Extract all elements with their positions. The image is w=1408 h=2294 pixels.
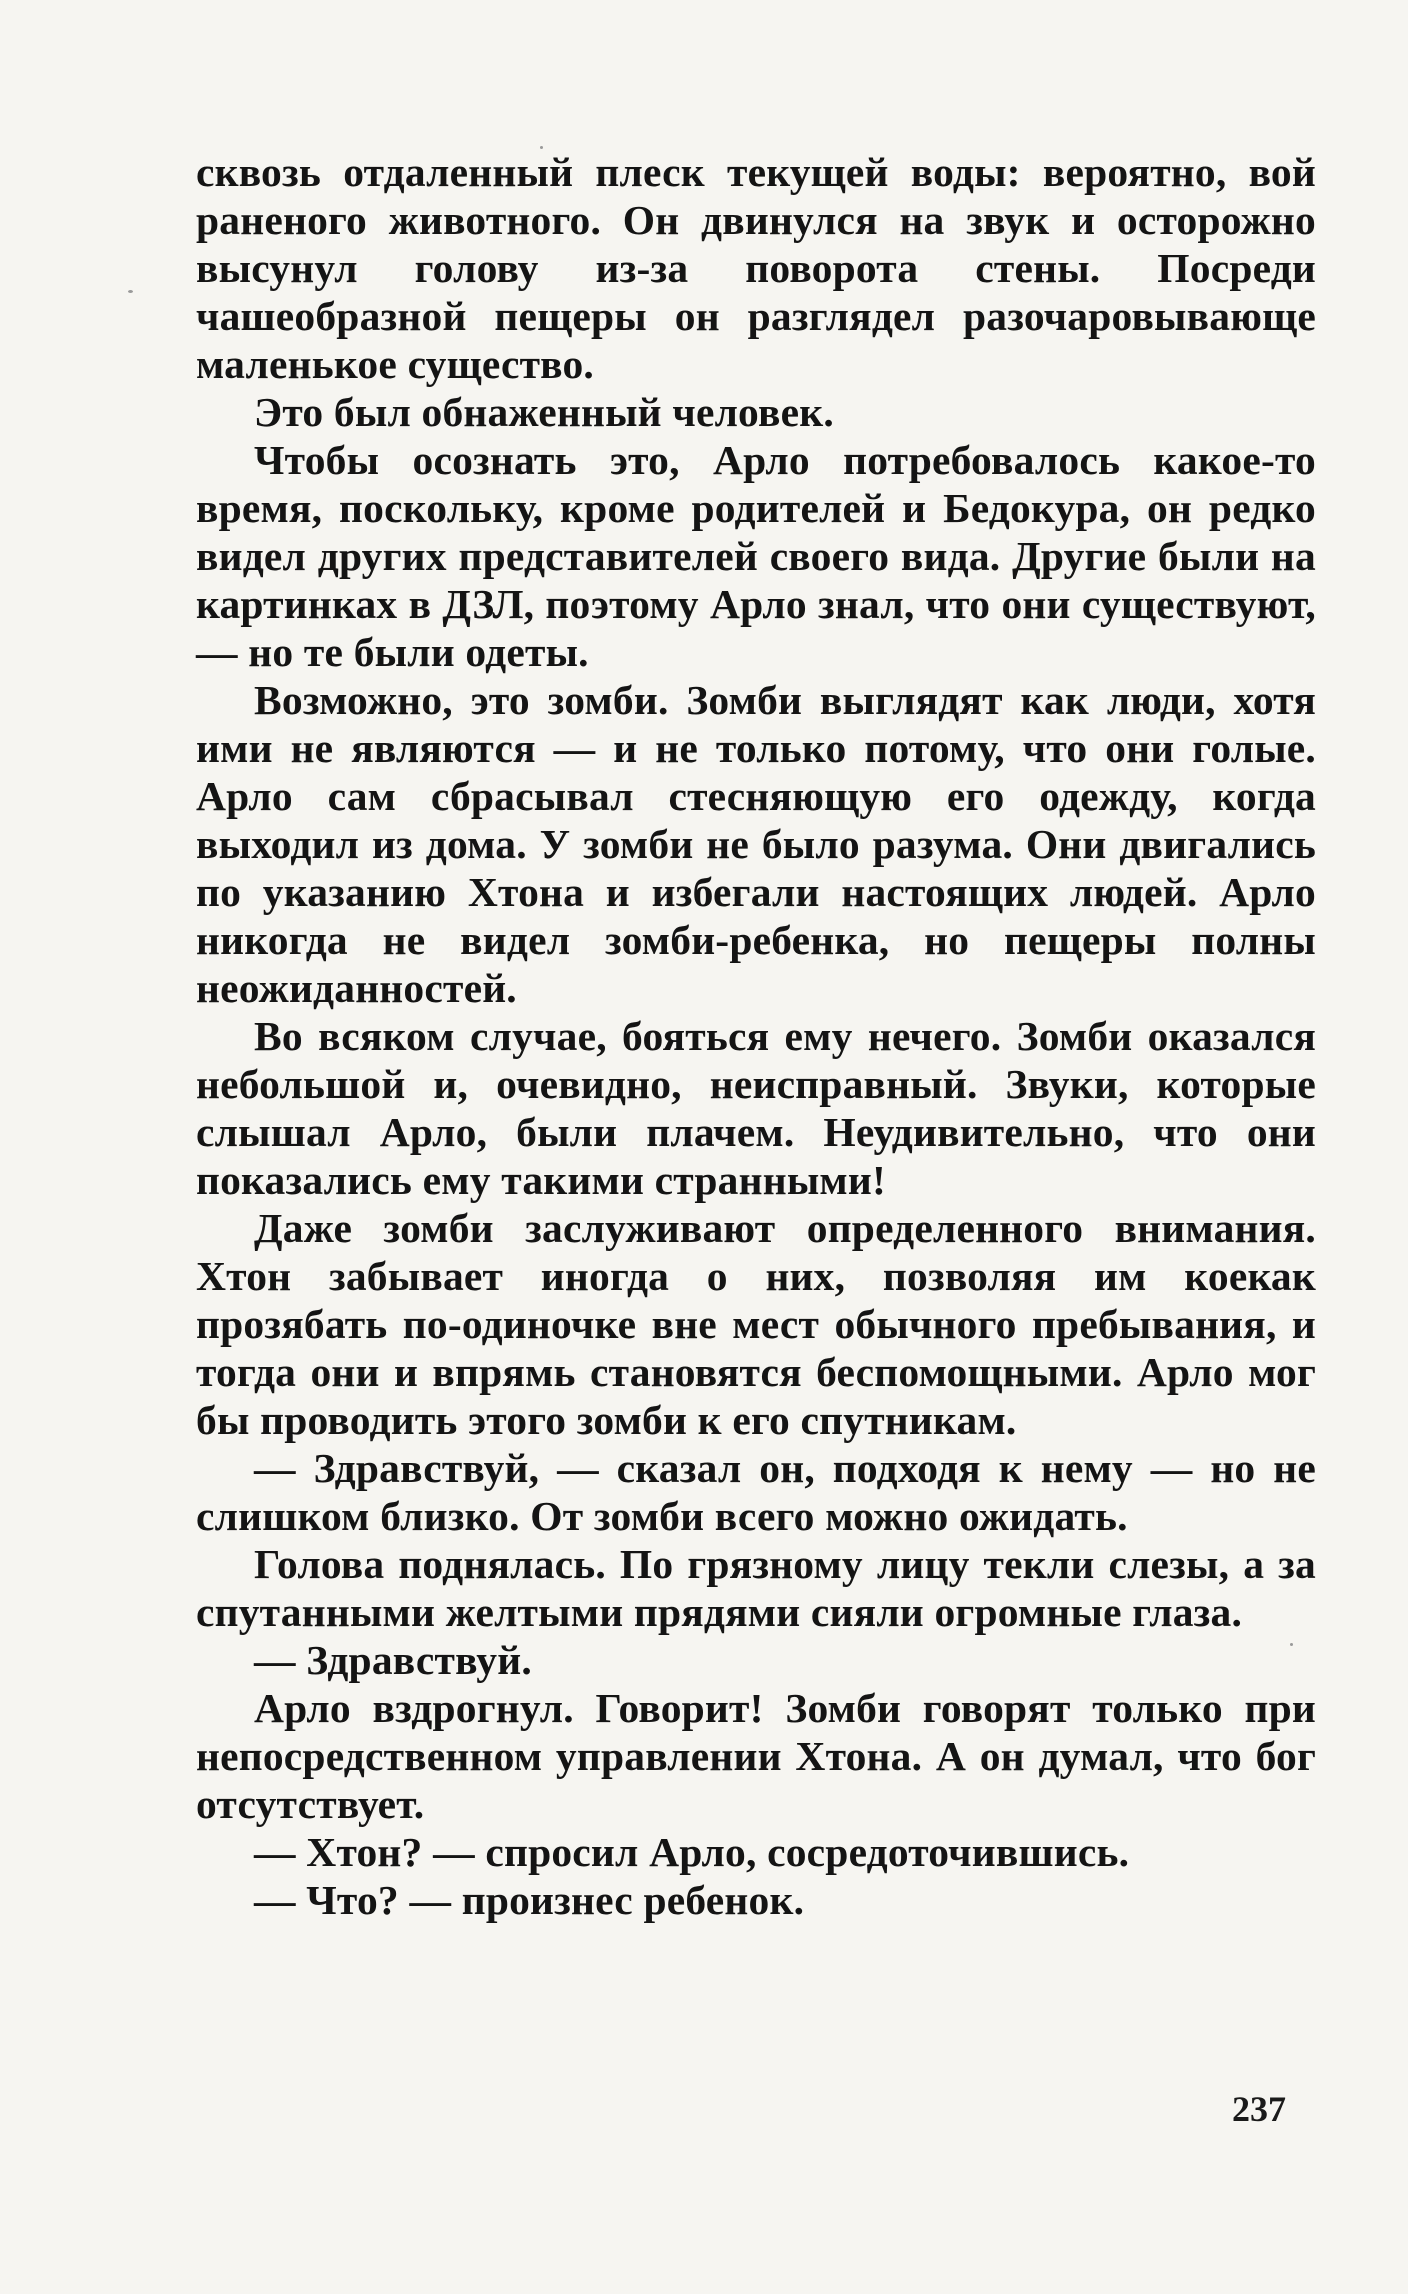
scan-speck <box>1290 1643 1293 1646</box>
paragraph-12: — Что? — произнес ребенок. <box>254 1877 805 1923</box>
paragraph-11: — Хтон? — спросил Арло, сосредоточившись. <box>254 1829 1130 1875</box>
paragraph-6: Даже зомби заслуживают определенного внимания. Хтон забывает иногда о них, позволяя им коекак прозябать по-одиночке вне мест обычного пребывания, и тогда они и впрямь становятся беспомощными. Арло мог бы проводить этого зомби к его спутникам. <box>196 1205 1316 1443</box>
paragraph-8: Голова поднялась. По грязному лицу текли слезы, а за спутанными желтыми прядями сияли огромные глаза. <box>196 1541 1316 1635</box>
page-number: 237 <box>1232 2089 1286 2129</box>
paragraph-7: — Здравствуй, — сказал он, подходя к нему — но не слишком близко. От зомби всего можно ожидать. <box>196 1445 1316 1539</box>
paragraph-1: сквозь отдаленный плеск текущей воды: вероятно, вой раненого животного. Он двинулся на звук и осторожно высунул голову из-за поворота стены. Посреди чашеобразной пещеры он разглядел разочаровывающе маленькое существо. <box>196 149 1316 387</box>
paragraph-5: Во всяком случае, бояться ему нечего. Зомби оказался небольшой и, очевидно, неисправный. Звуки, которые слышал Арло, были плачем. Неудивительно, что они показались ему такими странными! <box>196 1013 1316 1203</box>
scan-speck <box>540 146 543 149</box>
scan-speck <box>128 290 133 293</box>
paragraph-9: — Здравствуй. <box>254 1637 532 1683</box>
paragraph-10: Арло вздрогнул. Говорит! Зомби говорят только при непосредственном управлении Хтона. А он думал, что бог отсутствует. <box>196 1685 1316 1827</box>
paragraph-2: Это был обнаженный человек. <box>254 389 834 435</box>
paragraph-3: Чтобы осознать это, Арло потребовалось какое-то время, поскольку, кроме родителей и Бедокура, он редко видел других представителей своего вида. Другие были на картинках в ДЗЛ, поэтому Арло знал, что они существуют, — но те были одеты. <box>196 437 1316 675</box>
body-text <box>196 148 1316 1924</box>
paragraph-4: Возможно, это зомби. Зомби выглядят как люди, хотя ими не являются — и не только потому, что они голые. Арло сам сбрасывал стесняющую его одежду, когда выходил из дома. У зомби не было разума. Они двигались по указанию Хтона и избегали настоящих людей. Арло никогда не видел зомби-ребенка, но пещеры полны неожиданностей. <box>196 677 1316 1011</box>
